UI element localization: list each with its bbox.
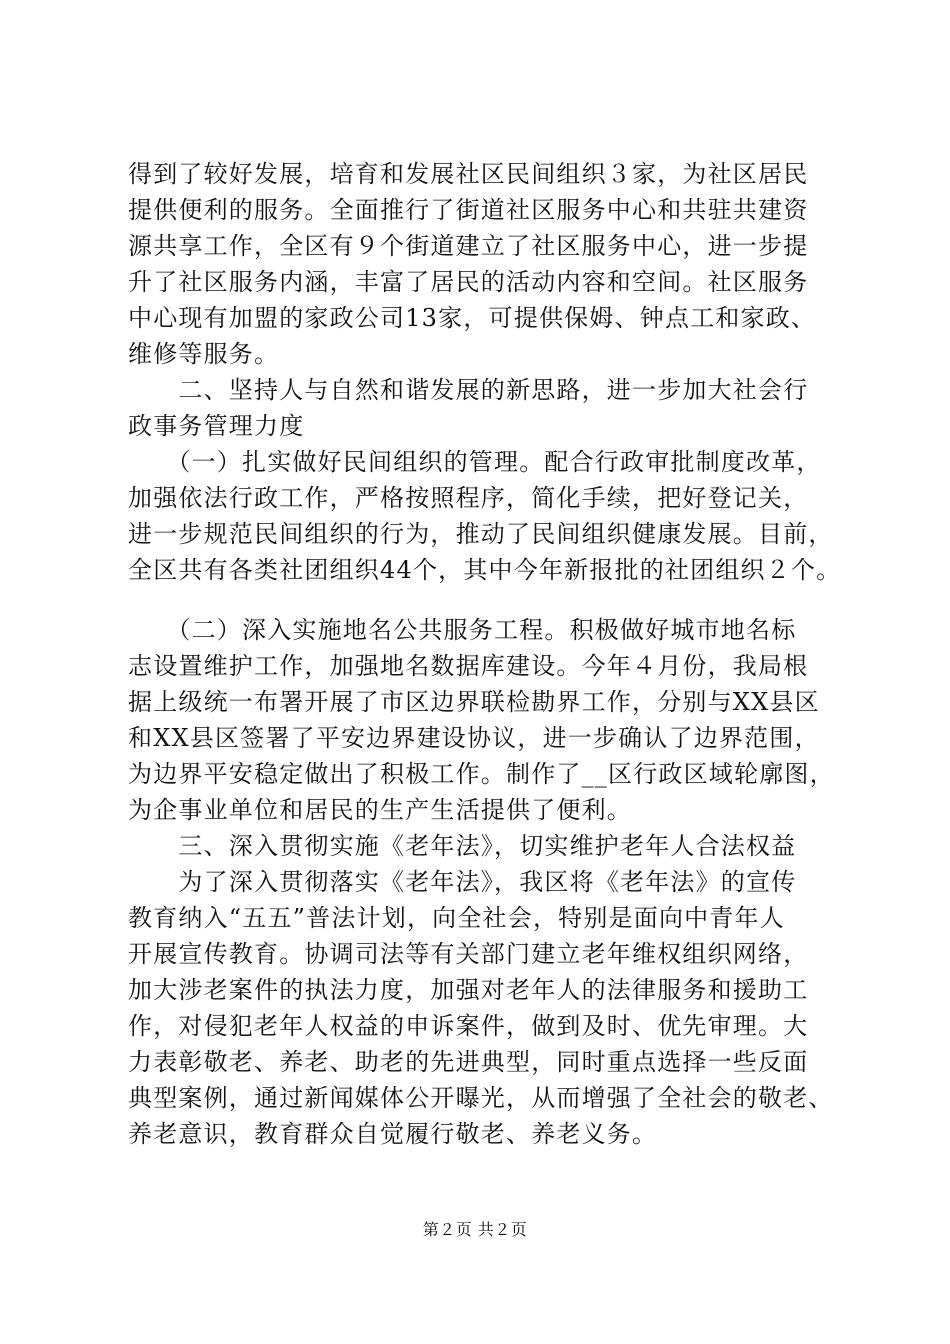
text-line: 力表彰敬老、养老、助老的先进典型，同时重点选择一些反面 <box>128 1048 809 1076</box>
text-line: 升了社区服务内涵，丰富了居民的活动内容和空间。社区服务 <box>128 268 809 296</box>
paragraph-gap <box>128 588 828 612</box>
text-line: 志设置维护工作，加强地名数据库建设。今年４月份，我局根 <box>128 652 809 680</box>
text-line: 源共享工作，全区有９个街道建立了社区服务中心，进一步提 <box>128 232 809 260</box>
text-line: 提供便利的服务。全面推行了街道社区服务中心和共驻共建资 <box>128 196 809 224</box>
text-line: 和XX县区签署了平安边界建设协议，进一步确认了边界范围， <box>128 724 820 752</box>
text-line: 维修等服务。 <box>128 340 280 368</box>
text-line: 加大涉老案件的执法力度，加强对老年人的法律服务和援助工 <box>128 976 809 1004</box>
text-line: 养老意识，教育群众自觉履行敬老、养老义务。 <box>128 1120 658 1148</box>
section-heading-line: 政事务管理力度 <box>128 412 305 440</box>
page-number-label: 第２页 共２页 <box>422 1220 528 1239</box>
text-line: 进一步规范民间组织的行为，推动了民间组织健康发展。目前， <box>128 520 834 548</box>
page-footer <box>0 1220 950 1240</box>
text-line: 开展宣传教育。协调司法等有关部门建立老年维权组织网络， <box>128 940 809 968</box>
text-line: 教育纳入“五五”普法计划，向全社会，特别是面向中青年人 <box>128 904 785 932</box>
text-line: 为边界平安稳定做出了积极工作。制作了__区行政区域轮廓图， <box>128 760 835 788</box>
text-line: 得到了较好发展，培育和发展社区民间组织３家，为社区居民 <box>128 160 809 188</box>
text-line: 全区共有各类社团组织44个，其中今年新报批的社团组织２个。 <box>128 556 842 584</box>
text-line: 典型案例，通过新闻媒体公开曝光，从而增强了全社会的敬老、 <box>128 1084 834 1112</box>
text-line: 加强依法行政工作，严格按照程序，简化手续，把好登记关， <box>128 484 809 512</box>
text-line: 中心现有加盟的家政公司13家，可提供保姆、钟点工和家政、 <box>128 304 817 332</box>
document-body <box>128 156 842 1152</box>
section-heading-line: 三、深入贯彻实施《老年法》，切实维护老年人合法权益 <box>128 832 797 860</box>
text-line: 为企事业单位和居民的生产生活提供了便利。 <box>128 796 632 824</box>
section-heading-line: 二、坚持人与自然和谐发展的新思路，进一步加大社会行 <box>128 376 809 404</box>
text-line: 作，对侵犯老年人权益的申诉案件，做到及时、优先审理。大 <box>128 1012 809 1040</box>
text-line: （一）扎实做好民间组织的管理。配合行政审批制度改革， <box>128 448 822 476</box>
text-line: 为了深入贯彻落实《老年法》，我区将《老年法》的宣传 <box>128 868 797 896</box>
text-line: 据上级统一布署开展了市区边界联检勘界工作，分别与XX县区 <box>128 688 820 716</box>
text-line: （二）深入实施地名公共服务工程。积极做好城市地名标 <box>128 616 797 644</box>
